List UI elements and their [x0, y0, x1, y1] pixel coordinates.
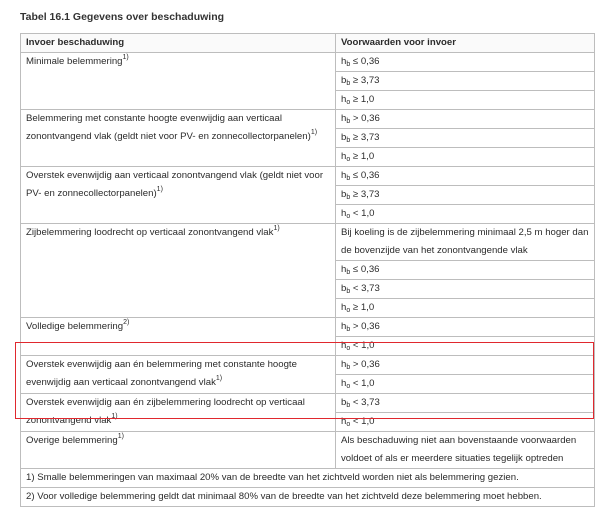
footnote-ref: 1): [156, 186, 163, 193]
condition-op: ≥ 1,0: [350, 94, 375, 105]
condition-op: > 0,36: [350, 359, 380, 370]
condition-subscript: o: [346, 213, 351, 220]
condition-cell: [336, 72, 595, 91]
condition-subscript: o: [346, 383, 351, 390]
input-cell: [21, 432, 336, 469]
condition-op: ≥ 1,0: [350, 151, 375, 162]
condition-op: < 3,73: [350, 397, 380, 408]
condition-var: b: [341, 283, 347, 294]
input-cell: [21, 318, 336, 356]
condition-cell: [336, 53, 595, 72]
condition-cell: [336, 375, 595, 394]
condition-op: < 1,0: [350, 208, 375, 219]
condition-var: h: [341, 321, 347, 332]
shading-table: [20, 33, 595, 507]
condition-var: h: [341, 359, 347, 370]
table-body: [21, 53, 595, 507]
condition-text: Bij koeling is de zijbelemmering minimaal 2,5 m hoger dan de bovenzijde van het zonontvangende vlak: [336, 224, 595, 261]
condition-cell: [336, 91, 595, 110]
input-label: Overstek evenwijdig aan verticaal zonontvangend vlak (geldt niet voor PV- en zonnecollectorpanelen): [26, 170, 324, 199]
condition-op: < 1,0: [350, 416, 375, 427]
condition-var: h: [341, 264, 347, 275]
condition-cell: [336, 318, 595, 337]
condition-var: h: [341, 416, 347, 427]
condition-var: h: [341, 170, 347, 181]
condition-subscript: o: [346, 307, 351, 314]
condition-subscript: o: [346, 345, 351, 352]
condition-cell: [336, 186, 595, 205]
condition-var: h: [341, 340, 347, 351]
condition-var: h: [341, 94, 347, 105]
table-row: [21, 394, 595, 413]
table-row: [21, 356, 595, 375]
condition-var: h: [341, 302, 347, 313]
footnote-ref: 2): [123, 319, 130, 326]
input-label: Minimale belemmering: [26, 56, 123, 67]
condition-cell: [336, 337, 595, 356]
condition-subscript: b: [346, 194, 351, 201]
condition-op: > 0,36: [350, 321, 380, 332]
condition-cell: [336, 167, 595, 186]
footnote-ref: 1): [273, 225, 280, 232]
condition-var: b: [341, 75, 347, 86]
condition-subscript: o: [346, 421, 351, 428]
condition-subscript: b: [346, 61, 351, 68]
condition-op: > 0,36: [350, 113, 380, 124]
footnote-text: 1) Smalle belemmeringen van maximaal 20% van de breedte van het zichtveld worden niet als belemmering gezien.: [21, 469, 595, 488]
table-row: [21, 432, 595, 469]
header-conditions: Voorwaarden voor invoer: [336, 34, 595, 53]
input-cell: [21, 394, 336, 432]
table-row: [21, 318, 595, 337]
condition-subscript: b: [346, 402, 351, 409]
condition-op: ≤ 0,36: [350, 170, 380, 181]
condition-subscript: b: [346, 288, 351, 295]
condition-cell: [336, 299, 595, 318]
footnote-row: [21, 469, 595, 488]
input-label: Belemmering met constante hoogte evenwijdig aan verticaal zonontvangend vlak (geldt niet voor PV- en zonnecollectorpanelen): [26, 113, 311, 142]
condition-subscript: b: [346, 118, 351, 125]
input-cell: [21, 167, 336, 224]
footnote-text: 2) Voor volledige belemmering geldt dat minimaal 80% van de breedte van het zichtveld deze belemmering moet hebben.: [21, 488, 595, 507]
condition-subscript: b: [346, 364, 351, 371]
condition-op: ≥ 1,0: [350, 302, 375, 313]
header-input: Invoer beschaduwing: [21, 34, 336, 53]
condition-cell: [336, 356, 595, 375]
condition-subscript: o: [346, 99, 351, 106]
table-row: [21, 224, 595, 261]
table-caption: Tabel 16.1 Gegevens over beschaduwing: [20, 11, 225, 23]
input-label: Overstek evenwijdig aan én zijbelemmering loodrecht op verticaal zonontvangend vlak: [26, 397, 305, 426]
condition-subscript: b: [346, 137, 351, 144]
footnote-ref: 1): [122, 54, 129, 61]
condition-var: h: [341, 378, 347, 389]
footnote-ref: 1): [117, 433, 124, 440]
condition-cell: [336, 413, 595, 432]
input-cell: [21, 356, 336, 394]
condition-var: h: [341, 151, 347, 162]
condition-op: ≤ 0,36: [350, 264, 380, 275]
condition-subscript: b: [346, 326, 351, 333]
condition-subscript: o: [346, 156, 351, 163]
condition-op: < 1,0: [350, 378, 375, 389]
table-row: [21, 53, 595, 72]
condition-op: ≥ 3,73: [350, 189, 380, 200]
condition-cell: [336, 394, 595, 413]
input-label: Overige belemmering: [26, 435, 118, 446]
condition-op: < 1,0: [350, 340, 375, 351]
condition-subscript: b: [346, 80, 351, 87]
input-label: Zijbelemmering loodrecht op verticaal zonontvangend vlak: [26, 227, 274, 238]
condition-cell: [336, 280, 595, 299]
table-row: [21, 110, 595, 129]
condition-cell: [336, 148, 595, 167]
condition-var: h: [341, 113, 347, 124]
condition-cell: [336, 205, 595, 224]
condition-op: ≥ 3,73: [350, 75, 380, 86]
table-header-row: [21, 34, 595, 53]
footnote-row: [21, 488, 595, 507]
input-label: Overstek evenwijdig aan én belemmering met constante hoogte evenwijdig aan verticaal zonontvangend vlak: [26, 359, 297, 388]
footnote-ref: 1): [215, 375, 223, 382]
condition-var: b: [341, 132, 347, 143]
condition-op: < 3,73: [350, 283, 380, 294]
input-cell: [21, 224, 336, 318]
condition-op: ≤ 0,36: [350, 56, 380, 67]
condition-cell: [336, 261, 595, 280]
condition-var: b: [341, 189, 347, 200]
footnote-ref: 1): [310, 129, 318, 136]
condition-var: h: [341, 208, 347, 219]
table-row: [21, 167, 595, 186]
condition-cell: [336, 110, 595, 129]
condition-subscript: b: [346, 175, 351, 182]
condition-text: Als beschaduwing niet aan bovenstaande voorwaarden voldoet of als er meerdere situaties tegelijk optreden: [336, 432, 595, 469]
input-label: Volledige belemmering: [26, 321, 124, 332]
input-cell: [21, 110, 336, 167]
condition-var: b: [341, 397, 347, 408]
input-cell: [21, 53, 336, 110]
condition-subscript: b: [346, 269, 351, 276]
condition-cell: [336, 129, 595, 148]
footnote-ref: 1): [111, 413, 118, 420]
condition-var: h: [341, 56, 347, 67]
condition-op: ≥ 3,73: [350, 132, 380, 143]
